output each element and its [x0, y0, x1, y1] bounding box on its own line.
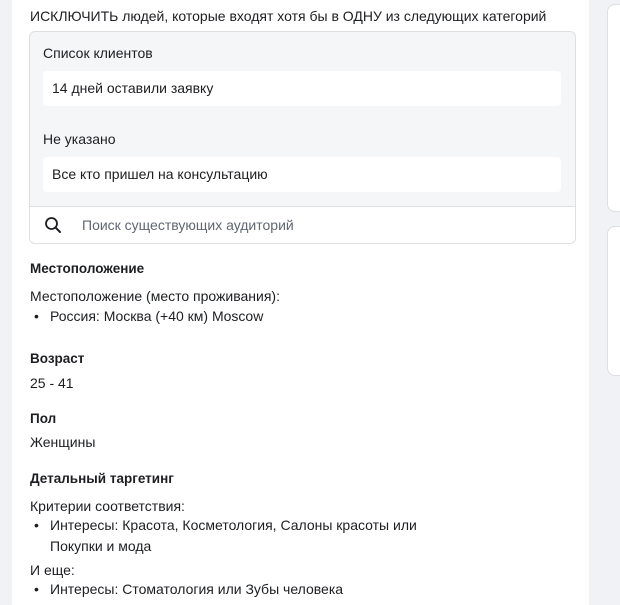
location-title: Местоположение: [30, 261, 145, 276]
and-label: И еще:: [30, 562, 75, 578]
gender-title: Пол: [30, 411, 57, 426]
and-item-text: Интересы: Стоматология или Зубы человека: [50, 581, 344, 597]
age-title: Возраст: [30, 351, 85, 366]
criteria-item-line-2: Покупки и мода: [50, 538, 152, 554]
audience-details-panel: [12, 0, 589, 605]
audience-chip-unspecified[interactable]: Все кто пришел на консультацию: [43, 157, 561, 192]
audience-search-input[interactable]: [30, 206, 575, 244]
criteria-item-line-1: Интересы: Красота, Косметология, Салоны красоты или: [50, 517, 417, 533]
exclude-title: ИСКЛЮЧИТЬ людей, которые входят хотя бы в ОДНУ из следующих категорий: [30, 8, 547, 24]
location-item-text: Россия: Москва (+40 км) Moscow: [50, 308, 264, 324]
excluded-audiences-box: [29, 31, 576, 244]
location-subtitle: Местоположение (место проживания):: [30, 288, 280, 304]
bullet-dot: •: [34, 581, 39, 597]
side-card-top: [607, 4, 620, 212]
side-card-bottom: [607, 226, 620, 376]
category-label-customer-list: Список клиентов: [43, 45, 153, 61]
age-value: 25 - 41: [30, 375, 74, 391]
search-placeholder: Поиск существующих аудиторий: [82, 217, 294, 233]
bullet-dot: •: [34, 517, 39, 533]
criteria-label: Критерии соответствия:: [30, 498, 185, 514]
category-label-unspecified: Не указано: [43, 131, 116, 147]
gender-value: Женщины: [30, 434, 96, 450]
bullet-dot: •: [34, 308, 39, 324]
search-icon: [44, 216, 62, 234]
detailed-targeting-title: Детальный таргетинг: [30, 471, 174, 486]
audience-chip-customer-list[interactable]: 14 дней оставили заявку: [43, 71, 561, 106]
